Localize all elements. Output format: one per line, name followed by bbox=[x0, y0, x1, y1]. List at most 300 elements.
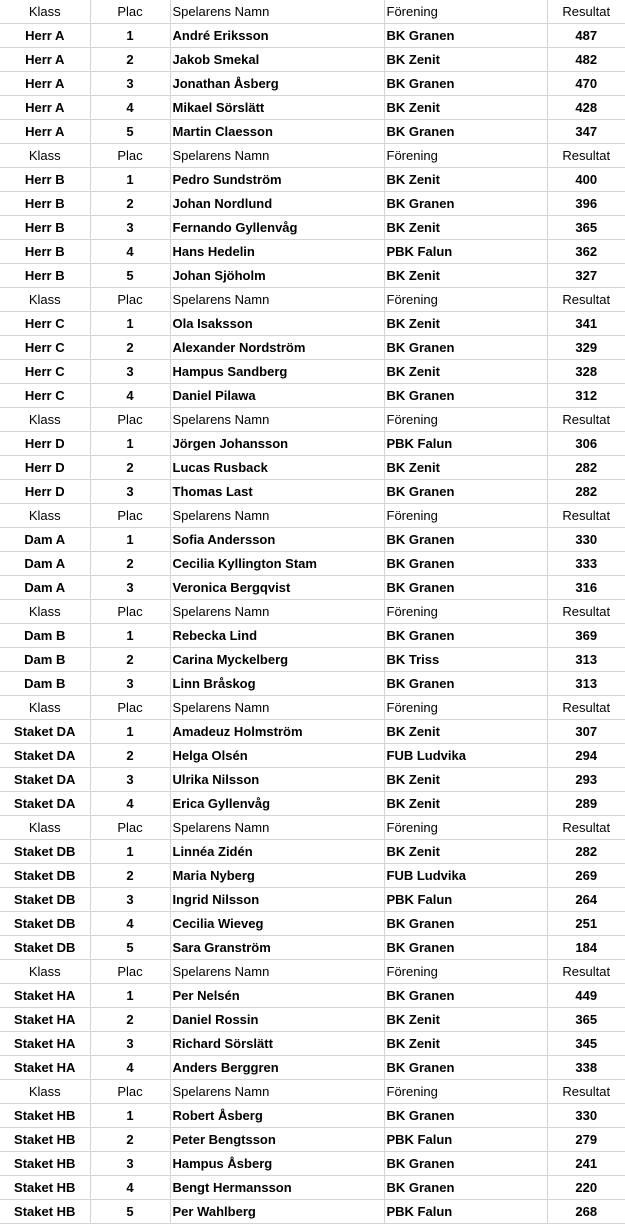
cell-forening: PBK Falun bbox=[384, 1200, 547, 1224]
cell-forening: BK Zenit bbox=[384, 840, 547, 864]
cell-forening: BK Zenit bbox=[384, 768, 547, 792]
cell-forening: PBK Falun bbox=[384, 888, 547, 912]
cell-plac: 1 bbox=[90, 720, 170, 744]
cell-klass: Dam B bbox=[0, 624, 90, 648]
table-row bbox=[0, 672, 625, 696]
table-row bbox=[0, 984, 625, 1008]
cell-resultat: 313 bbox=[547, 648, 625, 672]
cell-spelarens-namn: Maria Nyberg bbox=[170, 864, 384, 888]
cell-klass: Staket HA bbox=[0, 984, 90, 1008]
cell-plac: 1 bbox=[90, 984, 170, 1008]
cell-plac: 2 bbox=[90, 1008, 170, 1032]
table-row bbox=[0, 240, 625, 264]
header-cell-resultat: Resultat bbox=[547, 0, 625, 24]
cell-spelarens-namn: Johan Sjöholm bbox=[170, 264, 384, 288]
cell-forening: BK Zenit bbox=[384, 312, 547, 336]
cell-resultat: 330 bbox=[547, 1104, 625, 1128]
header-cell-forening: Förening bbox=[384, 504, 547, 528]
cell-klass: Herr A bbox=[0, 120, 90, 144]
cell-plac: 2 bbox=[90, 456, 170, 480]
header-cell-forening: Förening bbox=[384, 696, 547, 720]
header-cell-resultat: Resultat bbox=[547, 600, 625, 624]
table-row bbox=[0, 744, 625, 768]
cell-forening: FUB Ludvika bbox=[384, 864, 547, 888]
header-row bbox=[0, 600, 625, 624]
cell-plac: 1 bbox=[90, 528, 170, 552]
header-cell-klass: Klass bbox=[0, 408, 90, 432]
header-cell-klass: Klass bbox=[0, 0, 90, 24]
cell-spelarens-namn: Daniel Rossin bbox=[170, 1008, 384, 1032]
cell-resultat: 345 bbox=[547, 1032, 625, 1056]
cell-forening: BK Zenit bbox=[384, 1032, 547, 1056]
cell-resultat: 487 bbox=[547, 24, 625, 48]
cell-resultat: 282 bbox=[547, 456, 625, 480]
cell-spelarens-namn: Martin Claesson bbox=[170, 120, 384, 144]
header-cell-forening: Förening bbox=[384, 600, 547, 624]
header-cell-forening: Förening bbox=[384, 408, 547, 432]
cell-spelarens-namn: Hans Hedelin bbox=[170, 240, 384, 264]
cell-spelarens-namn: Carina Myckelberg bbox=[170, 648, 384, 672]
cell-klass: Staket DB bbox=[0, 888, 90, 912]
cell-forening: BK Granen bbox=[384, 1152, 547, 1176]
cell-plac: 4 bbox=[90, 792, 170, 816]
cell-resultat: 184 bbox=[547, 936, 625, 960]
header-cell-spelarens-namn: Spelarens Namn bbox=[170, 816, 384, 840]
cell-forening: BK Granen bbox=[384, 552, 547, 576]
cell-forening: BK Zenit bbox=[384, 456, 547, 480]
cell-resultat: 251 bbox=[547, 912, 625, 936]
cell-forening: BK Granen bbox=[384, 480, 547, 504]
cell-plac: 5 bbox=[90, 120, 170, 144]
cell-resultat: 365 bbox=[547, 1008, 625, 1032]
cell-resultat: 268 bbox=[547, 1200, 625, 1224]
header-row bbox=[0, 408, 625, 432]
cell-plac: 3 bbox=[90, 672, 170, 696]
header-cell-plac: Plac bbox=[90, 960, 170, 984]
table-row bbox=[0, 264, 625, 288]
cell-resultat: 282 bbox=[547, 840, 625, 864]
cell-plac: 1 bbox=[90, 624, 170, 648]
table-row bbox=[0, 480, 625, 504]
cell-resultat: 241 bbox=[547, 1152, 625, 1176]
header-cell-klass: Klass bbox=[0, 696, 90, 720]
cell-resultat: 428 bbox=[547, 96, 625, 120]
cell-forening: BK Triss bbox=[384, 648, 547, 672]
table-row bbox=[0, 528, 625, 552]
cell-spelarens-namn: Robert Åsberg bbox=[170, 1104, 384, 1128]
header-row bbox=[0, 960, 625, 984]
header-cell-spelarens-namn: Spelarens Namn bbox=[170, 144, 384, 168]
header-row bbox=[0, 1080, 625, 1104]
cell-forening: BK Zenit bbox=[384, 48, 547, 72]
cell-klass: Staket DA bbox=[0, 768, 90, 792]
table-row bbox=[0, 1200, 625, 1224]
cell-spelarens-namn: Ingrid Nilsson bbox=[170, 888, 384, 912]
cell-klass: Herr C bbox=[0, 336, 90, 360]
header-row bbox=[0, 504, 625, 528]
table-row bbox=[0, 96, 625, 120]
header-cell-resultat: Resultat bbox=[547, 288, 625, 312]
cell-klass: Herr A bbox=[0, 24, 90, 48]
header-cell-plac: Plac bbox=[90, 600, 170, 624]
cell-klass: Herr A bbox=[0, 72, 90, 96]
cell-plac: 4 bbox=[90, 240, 170, 264]
cell-resultat: 316 bbox=[547, 576, 625, 600]
cell-plac: 3 bbox=[90, 72, 170, 96]
header-cell-spelarens-namn: Spelarens Namn bbox=[170, 0, 384, 24]
cell-forening: BK Granen bbox=[384, 672, 547, 696]
cell-klass: Staket HB bbox=[0, 1200, 90, 1224]
cell-forening: BK Zenit bbox=[384, 720, 547, 744]
table-row bbox=[0, 1176, 625, 1200]
cell-forening: BK Granen bbox=[384, 624, 547, 648]
cell-plac: 4 bbox=[90, 912, 170, 936]
cell-plac: 2 bbox=[90, 1128, 170, 1152]
cell-forening: BK Zenit bbox=[384, 1008, 547, 1032]
cell-klass: Dam A bbox=[0, 576, 90, 600]
cell-resultat: 313 bbox=[547, 672, 625, 696]
cell-plac: 1 bbox=[90, 840, 170, 864]
cell-plac: 4 bbox=[90, 1056, 170, 1080]
cell-klass: Herr B bbox=[0, 216, 90, 240]
cell-forening: PBK Falun bbox=[384, 240, 547, 264]
cell-spelarens-namn: Pedro Sundström bbox=[170, 168, 384, 192]
cell-spelarens-namn: Cecilia Kyllington Stam bbox=[170, 552, 384, 576]
cell-spelarens-namn: Alexander Nordström bbox=[170, 336, 384, 360]
cell-plac: 1 bbox=[90, 168, 170, 192]
cell-plac: 2 bbox=[90, 744, 170, 768]
table-row bbox=[0, 384, 625, 408]
cell-plac: 2 bbox=[90, 192, 170, 216]
header-cell-forening: Förening bbox=[384, 960, 547, 984]
header-cell-plac: Plac bbox=[90, 816, 170, 840]
cell-resultat: 306 bbox=[547, 432, 625, 456]
table-row bbox=[0, 336, 625, 360]
cell-plac: 1 bbox=[90, 1104, 170, 1128]
table-row bbox=[0, 1008, 625, 1032]
cell-plac: 2 bbox=[90, 48, 170, 72]
cell-plac: 1 bbox=[90, 432, 170, 456]
cell-plac: 5 bbox=[90, 936, 170, 960]
header-cell-klass: Klass bbox=[0, 960, 90, 984]
cell-resultat: 264 bbox=[547, 888, 625, 912]
cell-klass: Dam A bbox=[0, 552, 90, 576]
cell-forening: BK Zenit bbox=[384, 360, 547, 384]
cell-spelarens-namn: Per Nelsén bbox=[170, 984, 384, 1008]
cell-spelarens-namn: Rebecka Lind bbox=[170, 624, 384, 648]
cell-klass: Herr B bbox=[0, 168, 90, 192]
cell-forening: BK Granen bbox=[384, 936, 547, 960]
cell-spelarens-namn: Linnéa Zidén bbox=[170, 840, 384, 864]
header-cell-plac: Plac bbox=[90, 144, 170, 168]
table-row bbox=[0, 360, 625, 384]
cell-spelarens-namn: Ulrika Nilsson bbox=[170, 768, 384, 792]
cell-spelarens-namn: Bengt Hermansson bbox=[170, 1176, 384, 1200]
cell-resultat: 482 bbox=[547, 48, 625, 72]
header-cell-forening: Förening bbox=[384, 144, 547, 168]
cell-forening: BK Zenit bbox=[384, 264, 547, 288]
cell-klass: Staket DB bbox=[0, 864, 90, 888]
header-cell-klass: Klass bbox=[0, 288, 90, 312]
cell-klass: Herr A bbox=[0, 96, 90, 120]
cell-spelarens-namn: Anders Berggren bbox=[170, 1056, 384, 1080]
header-row bbox=[0, 288, 625, 312]
cell-plac: 3 bbox=[90, 1032, 170, 1056]
cell-plac: 2 bbox=[90, 552, 170, 576]
cell-klass: Dam A bbox=[0, 528, 90, 552]
cell-spelarens-namn: Linn Bråskog bbox=[170, 672, 384, 696]
table-row bbox=[0, 648, 625, 672]
cell-spelarens-namn: Lucas Rusback bbox=[170, 456, 384, 480]
cell-resultat: 279 bbox=[547, 1128, 625, 1152]
table-row bbox=[0, 120, 625, 144]
cell-spelarens-namn: Sara Granström bbox=[170, 936, 384, 960]
header-cell-resultat: Resultat bbox=[547, 960, 625, 984]
cell-plac: 4 bbox=[90, 384, 170, 408]
cell-resultat: 282 bbox=[547, 480, 625, 504]
cell-klass: Staket HB bbox=[0, 1152, 90, 1176]
cell-resultat: 289 bbox=[547, 792, 625, 816]
cell-spelarens-namn: Jonathan Åsberg bbox=[170, 72, 384, 96]
cell-spelarens-namn: Veronica Bergqvist bbox=[170, 576, 384, 600]
cell-spelarens-namn: Erica Gyllenvåg bbox=[170, 792, 384, 816]
header-cell-spelarens-namn: Spelarens Namn bbox=[170, 408, 384, 432]
table-row bbox=[0, 912, 625, 936]
cell-plac: 1 bbox=[90, 24, 170, 48]
cell-resultat: 338 bbox=[547, 1056, 625, 1080]
cell-forening: BK Granen bbox=[384, 984, 547, 1008]
header-cell-resultat: Resultat bbox=[547, 1080, 625, 1104]
cell-spelarens-namn: Helga Olsén bbox=[170, 744, 384, 768]
cell-spelarens-namn: Cecilia Wieveg bbox=[170, 912, 384, 936]
table-row bbox=[0, 1152, 625, 1176]
header-cell-spelarens-namn: Spelarens Namn bbox=[170, 288, 384, 312]
cell-spelarens-namn: Mikael Sörslätt bbox=[170, 96, 384, 120]
table-row bbox=[0, 1056, 625, 1080]
cell-plac: 3 bbox=[90, 576, 170, 600]
table-row bbox=[0, 576, 625, 600]
table-row bbox=[0, 792, 625, 816]
header-cell-klass: Klass bbox=[0, 504, 90, 528]
cell-forening: BK Granen bbox=[384, 1056, 547, 1080]
cell-klass: Herr D bbox=[0, 432, 90, 456]
cell-klass: Staket HA bbox=[0, 1032, 90, 1056]
header-cell-spelarens-namn: Spelarens Namn bbox=[170, 960, 384, 984]
header-cell-resultat: Resultat bbox=[547, 816, 625, 840]
cell-forening: BK Granen bbox=[384, 120, 547, 144]
table-row bbox=[0, 1032, 625, 1056]
cell-klass: Herr B bbox=[0, 240, 90, 264]
header-cell-plac: Plac bbox=[90, 504, 170, 528]
cell-resultat: 312 bbox=[547, 384, 625, 408]
header-cell-klass: Klass bbox=[0, 816, 90, 840]
header-cell-forening: Förening bbox=[384, 1080, 547, 1104]
cell-klass: Dam B bbox=[0, 672, 90, 696]
cell-spelarens-namn: Hampus Åsberg bbox=[170, 1152, 384, 1176]
cell-resultat: 449 bbox=[547, 984, 625, 1008]
header-cell-plac: Plac bbox=[90, 408, 170, 432]
cell-spelarens-namn: Jörgen Johansson bbox=[170, 432, 384, 456]
cell-plac: 5 bbox=[90, 1200, 170, 1224]
cell-klass: Staket DB bbox=[0, 840, 90, 864]
header-row bbox=[0, 816, 625, 840]
cell-klass: Herr D bbox=[0, 456, 90, 480]
cell-resultat: 294 bbox=[547, 744, 625, 768]
cell-spelarens-namn: Jakob Smekal bbox=[170, 48, 384, 72]
header-cell-resultat: Resultat bbox=[547, 144, 625, 168]
cell-resultat: 333 bbox=[547, 552, 625, 576]
cell-plac: 2 bbox=[90, 864, 170, 888]
cell-klass: Herr A bbox=[0, 48, 90, 72]
cell-plac: 4 bbox=[90, 1176, 170, 1200]
cell-klass: Herr B bbox=[0, 264, 90, 288]
cell-klass: Staket HB bbox=[0, 1104, 90, 1128]
cell-resultat: 330 bbox=[547, 528, 625, 552]
cell-forening: BK Zenit bbox=[384, 168, 547, 192]
cell-plac: 1 bbox=[90, 312, 170, 336]
header-cell-klass: Klass bbox=[0, 1080, 90, 1104]
header-cell-plac: Plac bbox=[90, 288, 170, 312]
cell-klass: Staket DA bbox=[0, 792, 90, 816]
table-row bbox=[0, 552, 625, 576]
cell-forening: FUB Ludvika bbox=[384, 744, 547, 768]
cell-resultat: 269 bbox=[547, 864, 625, 888]
header-row bbox=[0, 144, 625, 168]
table-row bbox=[0, 192, 625, 216]
cell-forening: BK Granen bbox=[384, 336, 547, 360]
cell-plac: 2 bbox=[90, 336, 170, 360]
cell-klass: Staket HA bbox=[0, 1056, 90, 1080]
cell-plac: 3 bbox=[90, 480, 170, 504]
cell-resultat: 328 bbox=[547, 360, 625, 384]
cell-plac: 2 bbox=[90, 648, 170, 672]
cell-resultat: 470 bbox=[547, 72, 625, 96]
cell-forening: BK Granen bbox=[384, 24, 547, 48]
cell-resultat: 365 bbox=[547, 216, 625, 240]
cell-plac: 4 bbox=[90, 96, 170, 120]
cell-forening: BK Granen bbox=[384, 1176, 547, 1200]
header-cell-resultat: Resultat bbox=[547, 408, 625, 432]
cell-resultat: 327 bbox=[547, 264, 625, 288]
cell-resultat: 293 bbox=[547, 768, 625, 792]
cell-resultat: 220 bbox=[547, 1176, 625, 1200]
table-row bbox=[0, 864, 625, 888]
cell-spelarens-namn: Amadeuz Holmström bbox=[170, 720, 384, 744]
header-cell-plac: Plac bbox=[90, 1080, 170, 1104]
header-cell-spelarens-namn: Spelarens Namn bbox=[170, 504, 384, 528]
cell-klass: Dam B bbox=[0, 648, 90, 672]
cell-klass: Staket DB bbox=[0, 936, 90, 960]
cell-resultat: 396 bbox=[547, 192, 625, 216]
cell-resultat: 362 bbox=[547, 240, 625, 264]
cell-resultat: 341 bbox=[547, 312, 625, 336]
cell-spelarens-namn: Ola Isaksson bbox=[170, 312, 384, 336]
cell-klass: Staket HB bbox=[0, 1176, 90, 1200]
cell-plac: 3 bbox=[90, 768, 170, 792]
cell-forening: BK Zenit bbox=[384, 216, 547, 240]
table-row bbox=[0, 936, 625, 960]
header-cell-forening: Förening bbox=[384, 288, 547, 312]
cell-plac: 3 bbox=[90, 888, 170, 912]
cell-forening: PBK Falun bbox=[384, 1128, 547, 1152]
table-row bbox=[0, 768, 625, 792]
header-cell-plac: Plac bbox=[90, 696, 170, 720]
cell-forening: PBK Falun bbox=[384, 432, 547, 456]
table-row bbox=[0, 168, 625, 192]
cell-resultat: 400 bbox=[547, 168, 625, 192]
cell-resultat: 347 bbox=[547, 120, 625, 144]
table-row bbox=[0, 456, 625, 480]
table-row bbox=[0, 1128, 625, 1152]
cell-klass: Herr D bbox=[0, 480, 90, 504]
table-row bbox=[0, 216, 625, 240]
header-cell-plac: Plac bbox=[90, 0, 170, 24]
table-row bbox=[0, 720, 625, 744]
cell-klass: Staket HB bbox=[0, 1128, 90, 1152]
table-row bbox=[0, 1104, 625, 1128]
cell-klass: Staket DA bbox=[0, 720, 90, 744]
header-cell-klass: Klass bbox=[0, 144, 90, 168]
cell-forening: BK Granen bbox=[384, 576, 547, 600]
cell-klass: Herr C bbox=[0, 360, 90, 384]
header-cell-spelarens-namn: Spelarens Namn bbox=[170, 696, 384, 720]
cell-klass: Staket HA bbox=[0, 1008, 90, 1032]
cell-spelarens-namn: Daniel Pilawa bbox=[170, 384, 384, 408]
header-cell-spelarens-namn: Spelarens Namn bbox=[170, 1080, 384, 1104]
cell-plac: 3 bbox=[90, 216, 170, 240]
cell-klass: Staket DB bbox=[0, 912, 90, 936]
cell-klass: Herr C bbox=[0, 384, 90, 408]
header-cell-forening: Förening bbox=[384, 0, 547, 24]
cell-forening: BK Granen bbox=[384, 192, 547, 216]
header-row bbox=[0, 0, 625, 24]
cell-klass: Staket DA bbox=[0, 744, 90, 768]
cell-forening: BK Granen bbox=[384, 1104, 547, 1128]
cell-forening: BK Granen bbox=[384, 384, 547, 408]
cell-plac: 3 bbox=[90, 360, 170, 384]
header-cell-resultat: Resultat bbox=[547, 696, 625, 720]
cell-forening: BK Granen bbox=[384, 912, 547, 936]
cell-klass: Herr B bbox=[0, 192, 90, 216]
cell-resultat: 307 bbox=[547, 720, 625, 744]
cell-spelarens-namn: Thomas Last bbox=[170, 480, 384, 504]
cell-forening: BK Granen bbox=[384, 528, 547, 552]
header-cell-forening: Förening bbox=[384, 816, 547, 840]
cell-forening: BK Zenit bbox=[384, 792, 547, 816]
table-row bbox=[0, 888, 625, 912]
cell-spelarens-namn: Fernando Gyllenvåg bbox=[170, 216, 384, 240]
cell-forening: BK Granen bbox=[384, 72, 547, 96]
header-cell-resultat: Resultat bbox=[547, 504, 625, 528]
cell-spelarens-namn: Johan Nordlund bbox=[170, 192, 384, 216]
cell-forening: BK Zenit bbox=[384, 96, 547, 120]
cell-spelarens-namn: André Eriksson bbox=[170, 24, 384, 48]
cell-resultat: 369 bbox=[547, 624, 625, 648]
cell-plac: 3 bbox=[90, 1152, 170, 1176]
header-cell-spelarens-namn: Spelarens Namn bbox=[170, 600, 384, 624]
cell-spelarens-namn: Per Wahlberg bbox=[170, 1200, 384, 1224]
table-row bbox=[0, 432, 625, 456]
cell-spelarens-namn: Hampus Sandberg bbox=[170, 360, 384, 384]
header-cell-klass: Klass bbox=[0, 600, 90, 624]
header-row bbox=[0, 696, 625, 720]
cell-klass: Herr C bbox=[0, 312, 90, 336]
cell-spelarens-namn: Richard Sörslätt bbox=[170, 1032, 384, 1056]
cell-spelarens-namn: Sofia Andersson bbox=[170, 528, 384, 552]
cell-resultat: 329 bbox=[547, 336, 625, 360]
cell-plac: 5 bbox=[90, 264, 170, 288]
table-row bbox=[0, 72, 625, 96]
